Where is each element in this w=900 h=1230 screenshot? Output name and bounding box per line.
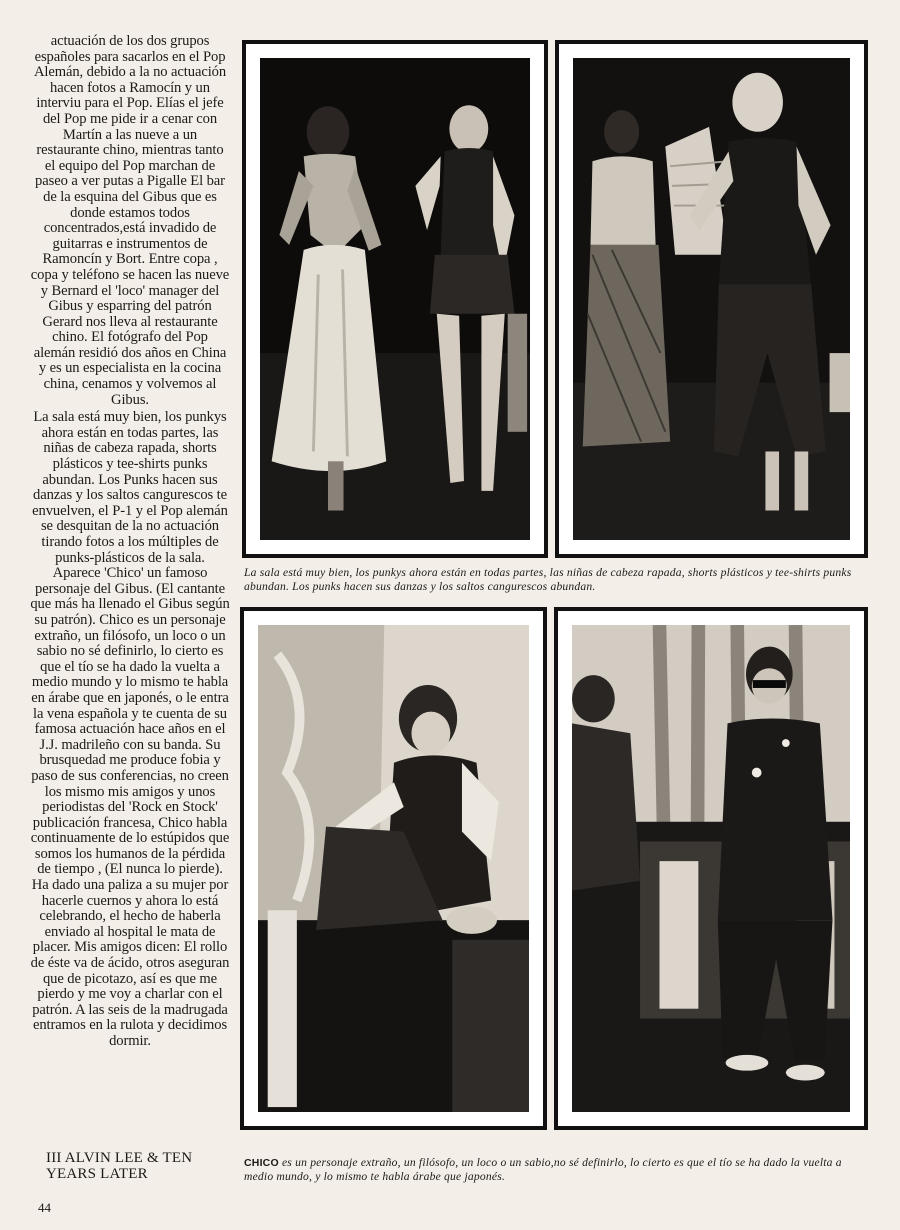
article-paragraph: La sala está muy bien, los punkys ahora están en todas partes, las niñas de cabeza rapada, shorts plásticos y tee-shirts punks abundan. Los Punks hacen sus danzas y los saltos cangurescos te envuelven, el P-1 y el Pop alemán se desquitan de la no actuación tirando fotos a los múltiples de punks-plásticos de la sala. Aparece 'Chico' un famoso personaje del Gibus. (El cantante que más ha llenado el Gibus según su patrón). Chico es un personaje extraño, un filósofo, un loco o un sabio no sé definirlo, lo cierto es que el tío se ha dado la vuelta a medio mundo y lo mismo te habla en árabe que en japonés, o le entra la vena española y te cuenta de su famosa actuación hace años en el J.J. madrileño con su banda. Su brusquedad me produce fobia y paso de sus conferencias, no creen los mismo mis amigos y unos periodistas del 'Rock en Stock' publicación francesa, Chico habla continuamente de lo estúpidos que somos los humanos de la pérdida de tiempo , (El nunca lo pierde). Ha dado una paliza a su mujer por hacerle cuernos y ahora lo está celebrando, el hecho de haberla enviado al hospital le mata de placer. Mis amigos dicen: El rollo de éste va de ácido, otros aseguran que de picotazo, así es que me pierdo y me voy a charlar con el patrón. A las seis de la madrugada entramos en la rulota y decidimos dormir. <box>30 409 230 1049</box>
photo-image <box>572 625 850 1112</box>
article-paragraph: actuación de los dos grupos españoles para sacarlos en el Pop Alemán, debido a la no actuación hacen fotos a Ramocín y un interviu para el Pop. Elías el jefe del Pop me pide ir a cenar con Martín a las nueve a un restaurante chino, mientras tanto el equipo del Pop marchan de paseo a ver putas a Pigalle El bar de la esquina del Gibus que es donde estamos todos concentrados,está invadido de guitarras e instrumentos de Ramoncín y Bort. Entre copa , copa y teléfono se hacen las nueve y Bernard el 'loco' manager del Gibus y esparring del patrón Gerard nos lleva al restaurante chino. El fotógrafo del Pop alemán residió dos años en China y es un especialista en la cocina china, cenamos y volvemos al Gibus. <box>30 33 230 408</box>
caption-text: es un personaje extraño, un filósofo, un loco o un sabio,no sé definirlo, lo cierto es que el tío se ha dado la vuelta a medio mundo, y lo mismo te habla árabe que japonés. <box>244 1156 842 1183</box>
photo-image <box>260 58 530 540</box>
section-heading: III ALVIN LEE & TEN YEARS LATER <box>46 1150 193 1182</box>
photo-bottom-left <box>240 607 547 1130</box>
photo-image <box>258 625 529 1112</box>
article-body <box>30 34 230 1050</box>
caption-lead-name: CHICO <box>244 1157 279 1169</box>
photo-top-right <box>555 40 868 558</box>
photo-bottom-right <box>554 607 868 1130</box>
photo-image <box>573 58 850 540</box>
photo-top-left <box>242 40 548 558</box>
photo-caption-top: La sala está muy bien, los punkys ahora están en todas partes, las niñas de cabeza rapada, shorts plásticos y tee-shirts punks abundan. Los punks hacen sus danzas y los saltos cangurescos abundan. <box>244 566 852 593</box>
page-number: 44 <box>38 1200 51 1215</box>
photo-caption-bottom <box>244 1156 874 1184</box>
